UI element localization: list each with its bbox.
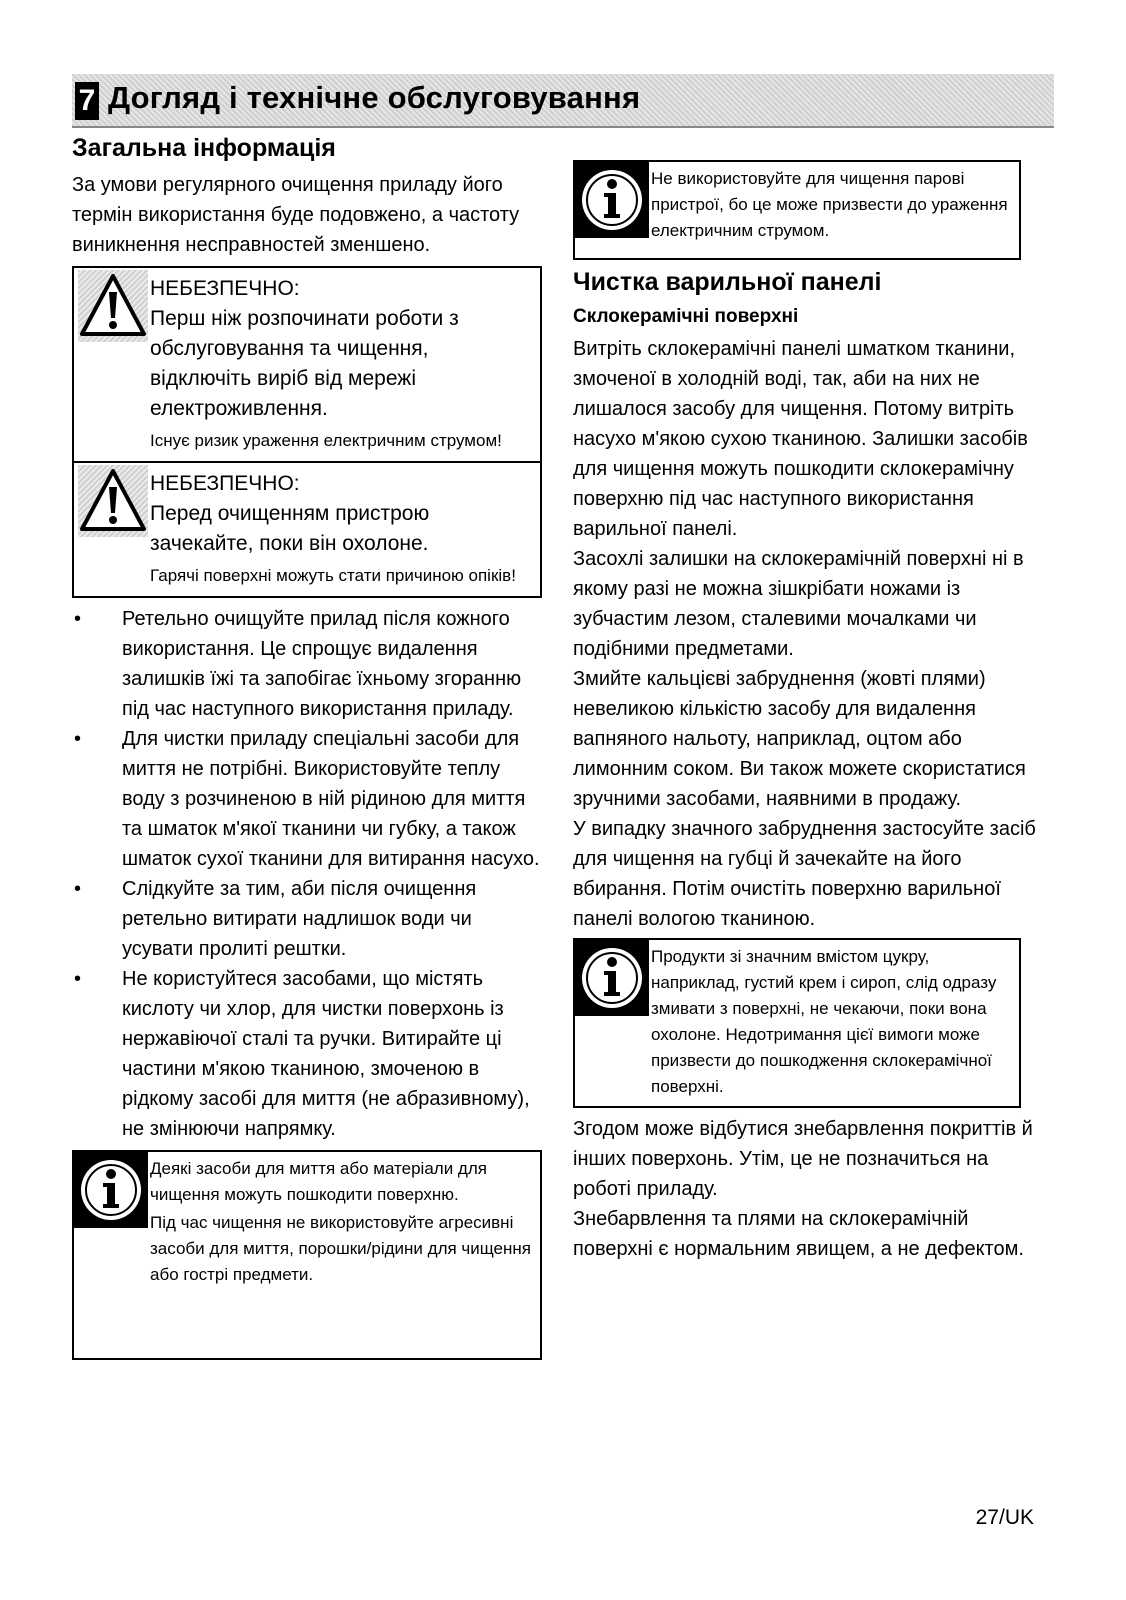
list-item: • Не користуйтеся засобами, що містять кислоту чи хлор, для чистки поверхонь із нержавіючої сталі та ручки. Витирайте ці частини м'якою тканиною, змоченою в рідкому засобі для миття (не абразивному), не змінюючи напрямку. (74, 968, 530, 1140)
section-number: 7 (75, 82, 99, 120)
info-box-detergents (72, 1150, 542, 1360)
list-item: • Ретельно очищуйте прилад після кожного використання. Це спрощує видалення залишків їжі та запобігає їхньому згоранню під час наступного використання приладу. (74, 608, 522, 720)
warning-label: НЕБЕЗПЕЧНО: (150, 277, 300, 300)
list-item: • Для чистки приладу спеціальні засоби для миття не потрібні. Використовуйте теплу воду з розчиненою в ній рідиною для миття та шматок м'якої тканини чи губку, а також шматок сухої тканини для витирання насухо. (74, 728, 540, 870)
warning-text: Перш ніж розпочинати роботи з обслуговування та чищення, відключіть виріб від мережі електроживлення. (150, 307, 459, 420)
info-icon (575, 940, 649, 1016)
warning-label: НЕБЕЗПЕЧНО: (150, 472, 300, 495)
page-number: 27/UK (975, 1506, 1034, 1529)
info-box-sugar (573, 938, 1021, 1108)
paragraph: Засохлі залишки на склокерамічній поверхні ні в якому разі не можна зішкрібати ножами із зубчастим лезом, сталевими мочалками чи подібними предметами. (573, 548, 1024, 660)
warning-subtext: Гарячі поверхні можуть стати причиною опіків! (150, 566, 516, 585)
paragraph: У випадку значного забруднення застосуйте засіб для чищення на губці й зачекайте на його вбирання. Потім очистіть поверхню варильної панелі вологою тканиною. (573, 818, 1036, 930)
warning-box-power (72, 266, 542, 463)
right-column (573, 160, 1043, 1264)
intro-paragraph: За умови регулярного очищення приладу його термін використання буде подовжено, а частоту виникнення несправностей зменшено. (72, 174, 520, 256)
section-header (72, 74, 1054, 128)
glass-ceramic-subheading: Склокерамічні поверхні (573, 306, 799, 327)
warning-triangle-icon (78, 270, 148, 342)
warning-subtext: Існує ризик ураження електричним струмом! (150, 431, 502, 450)
list-item: • Слідкуйте за тим, аби після очищення ретельно витирати надлишок води чи усувати пролиті рештки. (74, 878, 477, 960)
info-text: Не використовуйте для чищення парові пристрої, бо це може призвести до ураження електричним струмом. (651, 169, 1008, 240)
info-text: Продукти зі значним вмістом цукру, наприклад, густий крем і сироп, слід одразу змивати з поверхні, не чекаючи, поки вона охолоне. Недотримання цієї вимоги може призвести до пошкодження склокерамічної поверхні. (651, 947, 997, 1096)
cleaning-bullets (72, 604, 542, 1144)
info-text: Деякі засоби для миття або матеріали для чищення можуть пошкодити поверхню. (150, 1159, 487, 1204)
general-info-heading: Загальна інформація (72, 134, 336, 162)
section-title: Догляд і технічне обслуговування (108, 80, 641, 115)
warning-triangle-icon (78, 465, 148, 537)
info-text: Під час чищення не використовуйте агресивні засоби для миття, порошки/рідини для чищення або гострі предмети. (150, 1213, 531, 1284)
paragraph: Витріть склокерамічні панелі шматком тканини, змоченої в холодній воді, так, аби на них не лишалося засобу для чищення. Потому витріть насухо м'якою сухою тканиною. Залишки засобів для чищення можуть пошкодити склокерамічну поверхню під час наступного використання варильної панелі. (573, 338, 1028, 540)
warning-box-hot (72, 463, 542, 598)
left-column (72, 132, 542, 1360)
paragraph: Змийте кальцієві забруднення (жовті плями) невеликою кількістю засобу для видалення вапняного нальоту, наприклад, оцтом або лимонним соком. Ви також можете скористатися зручними засобами, наявними в продажу. (573, 668, 1026, 810)
hob-cleaning-heading: Чистка варильної панелі (573, 268, 882, 296)
paragraph: Згодом може відбутися знебарвлення покриттів й інших поверхонь. Утім, це не позначиться на роботі приладу. (573, 1118, 1033, 1200)
paragraph: Знебарвлення та плями на склокерамічній поверхні є нормальним явищем, а не дефектом. (573, 1208, 1024, 1260)
info-icon (575, 162, 649, 238)
info-icon (74, 1152, 148, 1228)
info-box-steam (573, 160, 1021, 260)
warning-text: Перед очищенням пристрою зачекайте, поки він охолоне. (150, 502, 430, 555)
